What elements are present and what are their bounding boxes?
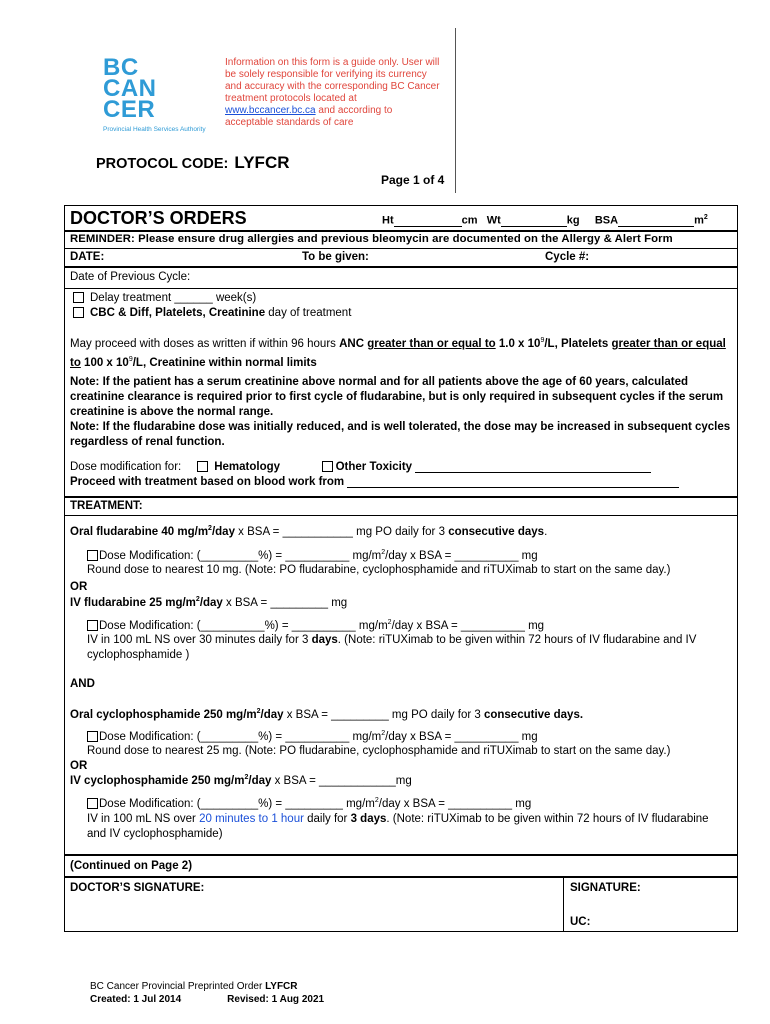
footer-text: BC Cancer Provincial Preprinted Order — [90, 981, 266, 992]
drug-unit: /day — [248, 774, 272, 787]
iv-cyclophosphamide — [70, 774, 412, 787]
sup: 2 — [374, 797, 379, 804]
and-label: AND — [70, 678, 95, 690]
note-c: . (Note: riTUXimab to be given within 72 hours of IV fludarabine and IV cyclophosphamide ) — [87, 634, 697, 661]
proceed-bw-text: Proceed with treatment based on blood work from — [70, 476, 345, 488]
dm-text: Dose Modification: (_________%) = __________ mg/m — [99, 549, 382, 562]
disclaimer — [225, 57, 440, 129]
cycle-label: Cycle #: — [545, 251, 590, 263]
m-label: m — [694, 214, 704, 227]
or-2: OR — [70, 760, 88, 772]
delay-checkbox[interactable] — [73, 292, 84, 303]
to-be-given-label: To be given: — [302, 251, 369, 263]
cm-label: cm — [461, 214, 478, 227]
note-2: Note: If the fludarabine dose was initially reduced, and is well tolerated, the dose may be increased in subsequent cycles regardless of renal function. — [70, 421, 731, 448]
sup: 2 — [208, 525, 212, 532]
rule — [64, 266, 738, 268]
dose-mod-label: Dose modification for: — [70, 461, 182, 473]
delay-text: Delay treatment ______ week(s) — [90, 292, 257, 304]
drug: IV cyclophosphamide 250 mg/m — [70, 774, 245, 787]
footer-line-1 — [90, 980, 324, 993]
iv-fludarabine-note — [87, 633, 727, 663]
disclaimer-text: Information on this form is a guide only. User will be solely responsible for verifying its currency and accuracy with the corresponding BC Cancer treatment protocols located at — [225, 57, 440, 104]
rule — [64, 230, 738, 232]
round-note-2: Round dose to nearest 25 mg. (Note: PO fludarabine, cyclophosphamide and riTUXimab to start on the same day.) — [87, 745, 671, 757]
sup: 2 — [244, 774, 249, 781]
hematology-checkbox[interactable] — [197, 461, 208, 472]
doctors-orders-title: DOCTOR’S ORDERS — [70, 208, 247, 228]
dose-mod-row — [70, 461, 651, 473]
cbc-tail: day of treatment — [265, 307, 352, 319]
round-note-1: Round dose to nearest 10 mg. (Note: PO fludarabine, cyclophosphamide and riTUXimab to start on the same day.) — [87, 564, 671, 576]
oral-fludarabine — [70, 525, 547, 538]
anc: ANC — [339, 337, 368, 350]
treatment-label: TREATMENT: — [70, 500, 143, 512]
previous-cycle-label: Date of Previous Cycle: — [70, 271, 191, 283]
date-label: DATE: — [70, 251, 105, 263]
protocol-label: PROTOCOL CODE: — [96, 156, 229, 172]
bloodwork-field[interactable] — [347, 487, 679, 488]
proceed-bloodwork — [70, 476, 679, 488]
iv-fludarabine — [70, 596, 347, 609]
dose-mod-2-checkbox[interactable] — [87, 620, 98, 631]
rule — [64, 496, 738, 498]
logo-line-3: CER — [103, 96, 156, 123]
sup: 2 — [381, 730, 386, 737]
dm-text-end: /day x BSA = __________ mg — [385, 549, 538, 562]
measurements — [382, 214, 708, 227]
cbc-text: CBC & Diff, Platelets, Creatinine — [90, 307, 266, 319]
bc-cancer-logo — [103, 54, 157, 123]
rule — [64, 288, 738, 289]
revised-date: Revised: 1 Aug 2021 — [227, 994, 325, 1005]
dose-mod-2 — [87, 619, 544, 632]
drug: Oral fludarabine 40 mg/m — [70, 525, 209, 538]
dm-text-end: /day x BSA = __________ mg — [391, 619, 545, 632]
dm-text: Dose Modification: (_________%) = __________ mg/m — [99, 730, 382, 743]
protocol-value: LYFCR — [234, 153, 290, 172]
creatinine: /L, Creatinine within normal limits — [132, 356, 317, 369]
rule — [64, 854, 738, 856]
dose-calc: x BSA = _________ mg — [222, 596, 348, 609]
m2-sup: 2 — [703, 214, 708, 221]
footer-code: LYFCR — [265, 981, 298, 992]
wt-field[interactable] — [501, 226, 567, 227]
protocol-code — [96, 153, 290, 173]
note-d: 3 days — [350, 813, 387, 825]
sup: 2 — [387, 619, 392, 626]
anc-value: 1.0 x 10 — [495, 337, 541, 350]
dose-mod-4 — [87, 797, 531, 810]
rule — [64, 876, 738, 878]
logo-line-1: BC — [103, 54, 139, 81]
dose-mod-1-checkbox[interactable] — [87, 550, 98, 561]
dose-calc: x BSA = ___________ mg PO daily for 3 — [234, 525, 449, 538]
drug: Oral cyclophosphamide 250 mg/m — [70, 708, 257, 721]
bsa-field[interactable] — [618, 226, 694, 227]
dose-calc: x BSA = ____________mg — [271, 774, 412, 787]
dose-mod-3 — [87, 730, 538, 743]
note-a: IV in 100 mL NS over — [87, 813, 200, 825]
wt-label: Wt — [486, 214, 501, 227]
page-number: Page 1 of 4 — [381, 173, 445, 187]
bccancer-link[interactable]: www.bccancer.bc.ca — [225, 105, 316, 116]
period: . — [544, 525, 548, 538]
note-1: Note: If the patient has a serum creatinine above normal and for all patients above the age of 60 years, calculated creatinine clearance is required prior to first cycle of fludarabine, but is only required in subsequent cycles if the serum creatinine is above the normal range. — [70, 376, 724, 418]
consecutive: consecutive days. — [483, 708, 584, 721]
bsa-label: BSA — [594, 214, 619, 227]
rule — [64, 515, 738, 516]
reminder: REMINDER: Please ensure drug allergies and previous bleomycin are documented on the Allergy & Alert Form — [70, 233, 673, 245]
sup: 2 — [256, 708, 261, 715]
ht-label: Ht — [382, 214, 394, 227]
platelets: /L, Platelets — [544, 337, 612, 350]
footer — [90, 980, 324, 1006]
dose-mod-1 — [87, 549, 538, 562]
sup: 2 — [195, 596, 200, 603]
continued-label: (Continued on Page 2) — [70, 860, 193, 872]
dose-mod-4-checkbox[interactable] — [87, 798, 98, 809]
signature-divider — [563, 877, 564, 932]
gte-1: greater than or equal to — [367, 337, 496, 350]
oral-cyclophosphamide — [70, 708, 583, 721]
header-divider — [455, 28, 456, 193]
footer-line-2 — [90, 993, 324, 1006]
drug-unit: /day — [211, 525, 235, 538]
created-date: Created: 1 Jul 2014 — [90, 994, 182, 1005]
note-b: days — [311, 634, 338, 646]
note-a: IV in 100 mL NS over 30 minutes daily for 3 — [87, 634, 312, 646]
exp-2: 9 — [128, 355, 133, 363]
notes — [70, 375, 742, 450]
drug: IV fludarabine 25 mg/m — [70, 596, 196, 609]
proceed-criteria — [70, 333, 738, 371]
uc-label: UC: — [570, 916, 591, 928]
iv-cyclophosphamide-note — [87, 812, 727, 842]
dm-text-end: /day x BSA = __________ mg — [378, 797, 532, 810]
dm-text: Dose Modification: (_________%) = _________ mg/m — [99, 797, 375, 810]
kg-label: kg — [566, 214, 580, 227]
dm-text: Dose Modification: (__________%) = __________ mg/m — [99, 619, 388, 632]
toxicity-label: Other Toxicity — [335, 461, 413, 473]
sup: 2 — [381, 549, 386, 556]
cbc-row — [73, 307, 351, 319]
rule — [64, 248, 738, 249]
toxicity-field[interactable] — [415, 472, 651, 473]
note-e: . (Note: riTUXimab to be given within 72 hours of IV fludarabine and IV cyclophosphamide) — [87, 813, 709, 840]
gte-2: greater than or equal to — [70, 337, 726, 369]
logo-line-2: CAN — [103, 75, 157, 102]
dose-mod-3-checkbox[interactable] — [87, 731, 98, 742]
note-b: 20 minutes to 1 hour — [199, 813, 304, 825]
cbc-checkbox[interactable] — [73, 307, 84, 318]
ht-field[interactable] — [394, 226, 462, 227]
signature-label: SIGNATURE: — [570, 882, 641, 894]
toxicity-checkbox[interactable] — [322, 461, 333, 472]
dose-calc: x BSA = _________ mg PO daily for 3 — [283, 708, 484, 721]
dm-text-end: /day x BSA = __________ mg — [385, 730, 538, 743]
logo-subtitle: Provincial Health Services Authority — [103, 126, 206, 133]
drug-unit: /day — [199, 596, 223, 609]
or-1: OR — [70, 581, 88, 593]
consecutive: consecutive days — [448, 525, 545, 538]
drug-unit: /day — [260, 708, 284, 721]
note-c: daily for — [303, 813, 351, 825]
proceed-text: May proceed with doses as written if within 96 hours — [70, 337, 340, 350]
plt-value: 100 x 10 — [80, 356, 129, 369]
doctors-signature-label: DOCTOR’S SIGNATURE: — [70, 882, 205, 894]
disclaimer-text-end: and according to acceptable standards of care — [225, 105, 393, 128]
delay-row — [73, 292, 256, 304]
exp-1: 9 — [540, 337, 545, 344]
hematology-label: Hematology — [214, 461, 281, 473]
